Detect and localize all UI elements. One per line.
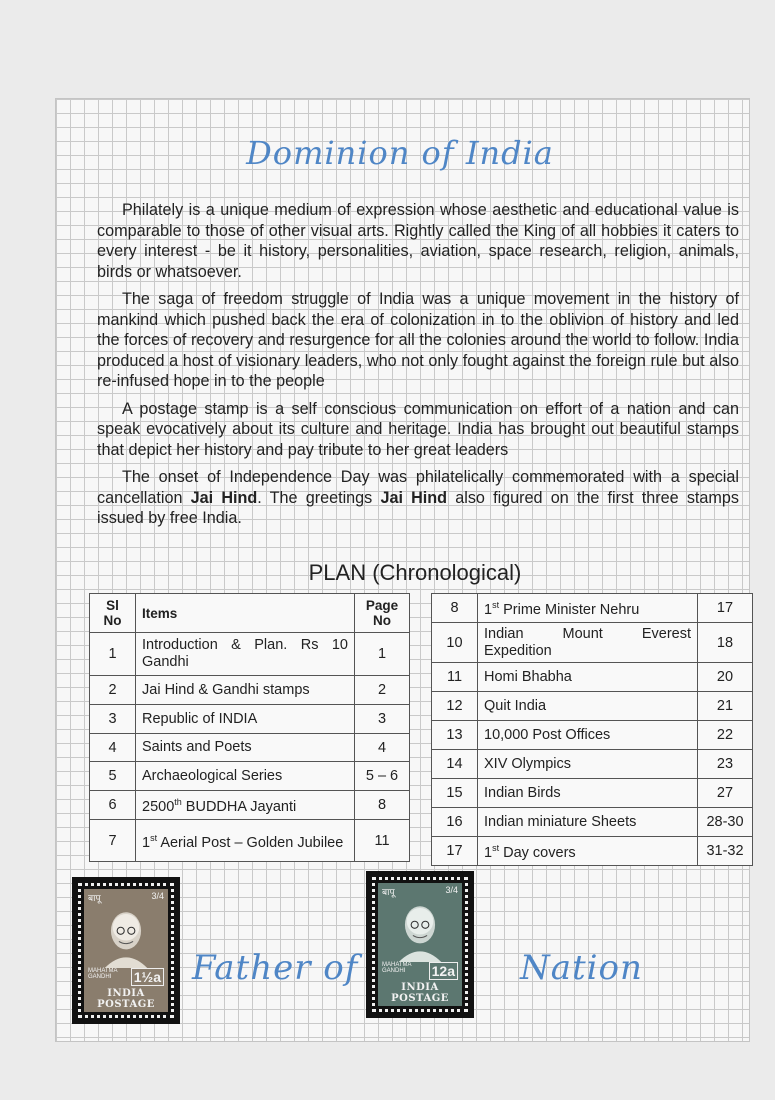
row-item: XIV Olympics <box>478 750 698 779</box>
header-page-no: Page No <box>355 594 410 633</box>
row-item: Republic of INDIA <box>136 705 355 734</box>
stamp-band: INDIA POSTAGE <box>97 988 155 1010</box>
stamp-value: 1½a <box>131 968 164 986</box>
row-item: 2500th BUDDHA Jayanti <box>136 791 355 820</box>
row-item: Quit India <box>478 692 698 721</box>
row-page: 23 <box>698 750 753 779</box>
table-row <box>90 791 410 820</box>
table-row <box>432 663 753 692</box>
row-page: 27 <box>698 779 753 808</box>
plan-table-right <box>431 593 753 866</box>
paragraph-3: A postage stamp is a self conscious communication on effort of a nation and can speak evocatively about its culture and heritage. India has brought out beautiful stamps that depict her history and pay tribute to her great leaders <box>97 399 739 459</box>
stamp-corner-value: 3/4 <box>151 891 164 901</box>
stamp-name-row <box>378 962 462 980</box>
row-item: Homi Bhabha <box>478 663 698 692</box>
row-number: 7 <box>90 820 136 862</box>
table-row <box>432 692 753 721</box>
row-page: 8 <box>355 791 410 820</box>
row-number: 5 <box>90 762 136 791</box>
stamp-face <box>84 889 168 1012</box>
p4-part3: also figured on the first three stamps issued by free India. <box>97 488 739 527</box>
row-number: 16 <box>432 808 478 837</box>
row-item: 1st Prime Minister Nehru <box>478 594 698 623</box>
stamp-top-row <box>378 883 462 900</box>
row-number: 13 <box>432 721 478 750</box>
stamp-value: 12a <box>429 962 458 980</box>
p4-part2: . The greetings <box>257 488 381 507</box>
row-page: 31-32 <box>698 837 753 866</box>
caption-nation: Nation <box>520 948 643 988</box>
table-row <box>432 721 753 750</box>
row-item: Jai Hind & Gandhi stamps <box>136 676 355 705</box>
row-page: 3 <box>355 705 410 734</box>
table-row <box>432 623 753 663</box>
table-row <box>90 734 410 762</box>
paragraph-4 <box>97 467 739 529</box>
stamp-name-row <box>84 968 168 986</box>
row-page: 28-30 <box>698 808 753 837</box>
table-row <box>432 837 753 866</box>
gandhi-portrait-icon <box>388 900 452 962</box>
row-page: 1 <box>355 633 410 676</box>
row-number: 8 <box>432 594 478 623</box>
row-page: 17 <box>698 594 753 623</box>
row-item: 1st Day covers <box>478 837 698 866</box>
row-item: Indian Birds <box>478 779 698 808</box>
row-number: 10 <box>432 623 478 663</box>
row-item: Saints and Poets <box>136 734 355 762</box>
row-number: 3 <box>90 705 136 734</box>
table-row <box>90 762 410 791</box>
row-page: 5 – 6 <box>355 762 410 791</box>
row-number: 17 <box>432 837 478 866</box>
row-item: Indian miniature Sheets <box>478 808 698 837</box>
row-number: 11 <box>432 663 478 692</box>
table-row <box>90 676 410 705</box>
table-row <box>90 705 410 734</box>
row-item: 1st Aerial Post – Golden Jubilee <box>136 820 355 862</box>
paragraph-2: The saga of freedom struggle of India was a unique movement in the history of mankind which pushed back the era of colonization in to the oblivion of history and led the forces of recovery and resurgence for all the colonies around the world to follow. India produced a host of visionary leaders, who not only fought against the foreign rule but also re-infused hope in to the people <box>97 290 739 390</box>
gandhi-portrait-icon <box>94 906 158 968</box>
header-sl-no: Sl No <box>90 594 136 633</box>
table-row <box>90 633 410 676</box>
row-item: 10,000 Post Offices <box>478 721 698 750</box>
intro-text <box>97 200 739 536</box>
row-item: Indian Mount Everest Expedition <box>478 623 698 663</box>
p4-part1: The onset of Independence Day was philatelically commemorated with a special cancellation <box>97 468 739 507</box>
row-number: 2 <box>90 676 136 705</box>
row-number: 12 <box>432 692 478 721</box>
stamp-perforation <box>78 883 174 1018</box>
row-page: 22 <box>698 721 753 750</box>
row-item: Introduction & Plan. Rs 10 Gandhi <box>136 633 355 676</box>
table-row <box>90 820 410 862</box>
row-page: 4 <box>355 734 410 762</box>
header-items: Items <box>136 594 355 633</box>
p4-bold1: Jai Hind <box>190 488 258 507</box>
paragraph-1: Philately is a unique medium of expression whose aesthetic and educational value is comparable to those of other visual arts. Rightly called the King of all hobbies it caters to every interest - be it history, personalities, aviation, space research, religion, animals, birds or whatsoever. <box>97 201 739 281</box>
stamp-bapu-text: बापू <box>382 887 395 897</box>
stamp-top-row <box>84 889 168 906</box>
plan-heading: PLAN (Chronological) <box>308 560 522 585</box>
stamp-perforation <box>372 877 468 1012</box>
stamp-bapu-text: बापू <box>88 893 101 903</box>
row-page: 21 <box>698 692 753 721</box>
row-number: 15 <box>432 779 478 808</box>
stamp-name: MAHATMA GANDHI <box>382 962 412 974</box>
table-row <box>432 750 753 779</box>
row-page: 18 <box>698 623 753 663</box>
page-title: Dominion of India <box>246 134 554 172</box>
gandhi-stamp-12-anna <box>366 871 474 1018</box>
p4-bold2: Jai Hind <box>380 488 448 507</box>
stamp-band: INDIA POSTAGE <box>391 982 449 1004</box>
row-number: 1 <box>90 633 136 676</box>
row-page: 20 <box>698 663 753 692</box>
stamp-corner-value: 3/4 <box>445 885 458 895</box>
row-page: 2 <box>355 676 410 705</box>
gandhi-stamp-1-half-anna <box>72 877 180 1024</box>
plan-table-left <box>89 593 410 862</box>
table-row <box>432 594 753 623</box>
row-item: Archaeological Series <box>136 762 355 791</box>
table-row <box>432 808 753 837</box>
row-page: 11 <box>355 820 410 862</box>
row-number: 4 <box>90 734 136 762</box>
table-row <box>432 779 753 808</box>
row-number: 14 <box>432 750 478 779</box>
stamp-name: MAHATMA GANDHI <box>88 968 118 980</box>
row-number: 6 <box>90 791 136 820</box>
caption-father-of: Father of <box>192 948 359 988</box>
stamp-face <box>378 883 462 1006</box>
